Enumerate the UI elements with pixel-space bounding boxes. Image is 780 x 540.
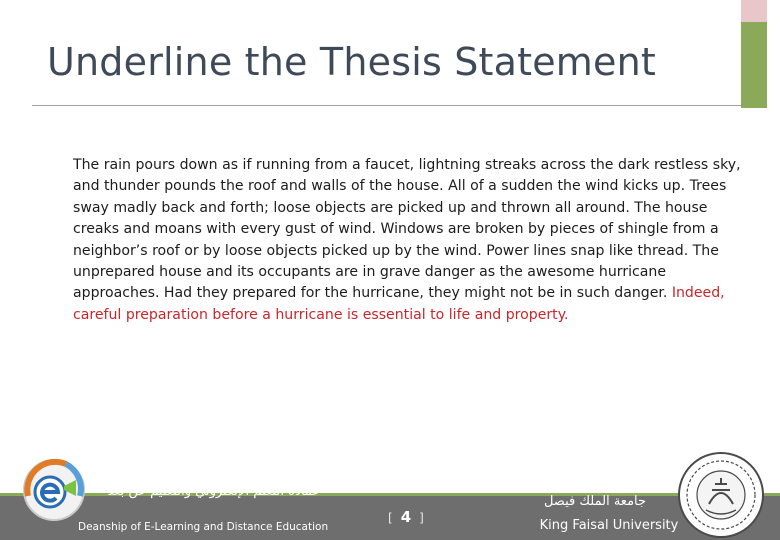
e-learning-logo-icon (20, 456, 88, 524)
page-number-value: 4 (400, 508, 412, 526)
footer-university-arabic: جامعة الملك فيصل (543, 494, 647, 509)
accent-block-green (741, 22, 767, 108)
accent-block-pink (741, 0, 767, 22)
slide-title: Underline the Thesis Statement (47, 40, 656, 84)
title-divider (32, 105, 741, 106)
page-number (388, 508, 424, 526)
footer-university-english: King Faisal University (539, 518, 679, 533)
university-seal-icon (676, 450, 766, 540)
footer-deanship-arabic: عمادة التعلم الإلكتروني والتعليم عن بعد (107, 484, 320, 499)
page-bracket-open: [ (388, 511, 393, 525)
footer-deanship-english: Deanship of E-Learning and Distance Education (78, 521, 329, 533)
paragraph-text: The rain pours down as if running from a faucet, lightning streaks across the dark restless sky, and thunder pounds the roof and walls of the house. All of a sudden the wind kicks up. Trees sway madly back and forth; loose objects are picked up and thrown all around. The house creaks and moans with every gust of wind. Windows are broken by pieces of shingle from a neighbor’s roof or by loose objects picked up by the wind. Power lines snap like thread. The unprepared house and its occupants are in grave danger as the awesome hurricane approaches. Had they prepared for the hurricane, they might not be in such danger. (73, 157, 741, 302)
page-bracket-close: ] (419, 511, 424, 525)
paragraph (73, 155, 745, 326)
thesis-statement: Indeed, careful preparation before a hurricane is essential to life and property. (73, 285, 725, 323)
